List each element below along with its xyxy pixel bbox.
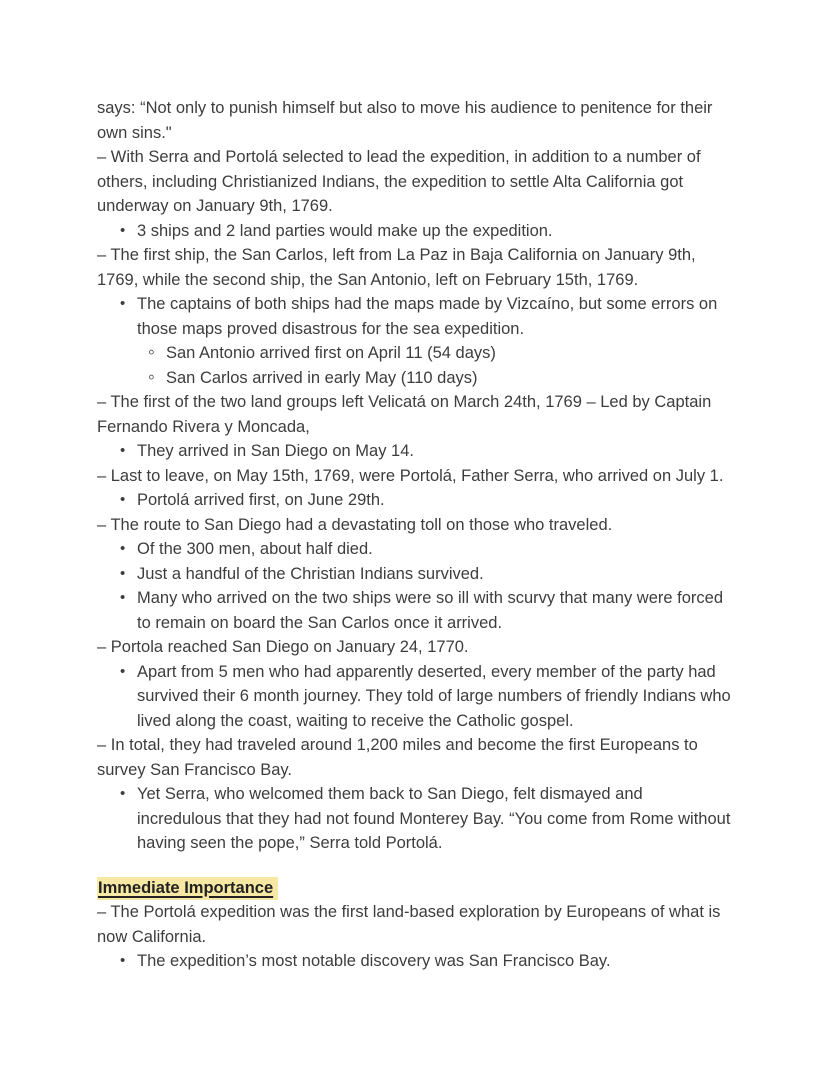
sub-bullet-list-item bbox=[97, 341, 731, 366]
bullet-text: 3 ships and 2 land parties would make up the expedition. bbox=[137, 221, 553, 240]
sub-bullet-text: San Antonio arrived first on April 11 (54 days) bbox=[166, 344, 496, 362]
bullet-icon: • bbox=[120, 589, 126, 606]
note-paragraph: – In total, they had traveled around 1,200 miles and become the first Europeans to survey San Francisco Bay. bbox=[97, 736, 698, 779]
bullet-text: They arrived in San Diego on May 14. bbox=[137, 442, 414, 460]
bullet-icon: • bbox=[120, 564, 126, 582]
note-paragraph: – With Serra and Portolá selected to lead the expedition, in addition to a number of others, including Christianized Indians, the expedition to settle Alta California got underway on January 9th, 1769. bbox=[97, 148, 701, 215]
bullet-text: The expedition’s most notable discovery was San Francisco Bay. bbox=[137, 952, 611, 970]
bullet-icon: • bbox=[120, 785, 126, 802]
bullet-icon: • bbox=[120, 540, 126, 557]
circle-bullet-icon: ◦ bbox=[148, 342, 155, 363]
note-paragraph: – The route to San Diego had a devastating toll on those who traveled. bbox=[97, 515, 613, 534]
section-heading-immediate-importance bbox=[97, 876, 731, 901]
bullet-icon: • bbox=[120, 491, 126, 508]
bullet-icon: • bbox=[120, 662, 126, 680]
bullet-text: The captains of both ships had the maps made by Vizcaíno, but some errors on those maps proved disastrous for the sea expedition. bbox=[137, 295, 718, 338]
note-paragraph: – Portola reached San Diego on January 24, 1770. bbox=[97, 638, 469, 656]
note-paragraph: – Last to leave, on May 15th, 1769, were Portolá, Father Serra, who arrived on July 1. bbox=[97, 466, 724, 485]
bullet-icon: • bbox=[120, 295, 126, 312]
note-paragraph: says: “Not only to punish himself but also to move his audience to penitence for their own sins." bbox=[97, 99, 713, 142]
bullet-icon: • bbox=[120, 952, 126, 969]
note-paragraph: – The first ship, the San Carlos, left from La Paz in Baja California on January 9th, 1769, while the second ship, the San Antonio, left on February 15th, 1769. bbox=[97, 246, 696, 289]
note-paragraph: – The first of the two land groups left Velicatá on March 24th, 1769 – Led by Captain Fernando Rivera y Moncada, bbox=[97, 393, 712, 436]
bullet-text: Of the 300 men, about half died. bbox=[137, 540, 373, 558]
bullet-text: Portolá arrived first, on June 29th. bbox=[137, 491, 385, 509]
bullet-list-item bbox=[97, 219, 731, 244]
bullet-icon: • bbox=[120, 442, 126, 459]
note-paragraph: – The Portolá expedition was the first land-based exploration by Europeans of what is now California. bbox=[97, 903, 721, 946]
bullet-list-item bbox=[97, 292, 731, 341]
bullet-list-item bbox=[97, 439, 731, 464]
bullet-text: Many who arrived on the two ships were so ill with scurvy that many were forced to remain on board the San Carlos once it arrived. bbox=[137, 589, 723, 632]
bullet-list-item bbox=[97, 660, 731, 734]
sub-bullet-list-item bbox=[97, 366, 731, 391]
bullet-list-item bbox=[97, 782, 731, 856]
bullet-list-item bbox=[97, 537, 731, 562]
highlighted-heading-text: Immediate Importance bbox=[97, 877, 278, 900]
bullet-text: Just a handful of the Christian Indians survived. bbox=[137, 564, 484, 583]
bullet-list-item bbox=[97, 488, 731, 513]
bullet-list-item bbox=[97, 586, 731, 635]
sub-bullet-text: San Carlos arrived in early May (110 days) bbox=[166, 368, 478, 387]
circle-bullet-icon: ◦ bbox=[148, 366, 155, 388]
bullet-text: Yet Serra, who welcomed them back to San Diego, felt dismayed and incredulous that they had not found Monterey Bay. “You come from Rome without having seen the pope,” Serra told Portolá. bbox=[137, 785, 731, 852]
bullet-text: Apart from 5 men who had apparently deserted, every member of the party had survived their 6 month journey. They told of large numbers of friendly Indians who lived along the coast, waiting to receive the Catholic gospel. bbox=[137, 662, 731, 730]
bullet-icon: • bbox=[120, 221, 126, 239]
bullet-list-item bbox=[97, 562, 731, 587]
bullet-list-item bbox=[97, 949, 731, 974]
